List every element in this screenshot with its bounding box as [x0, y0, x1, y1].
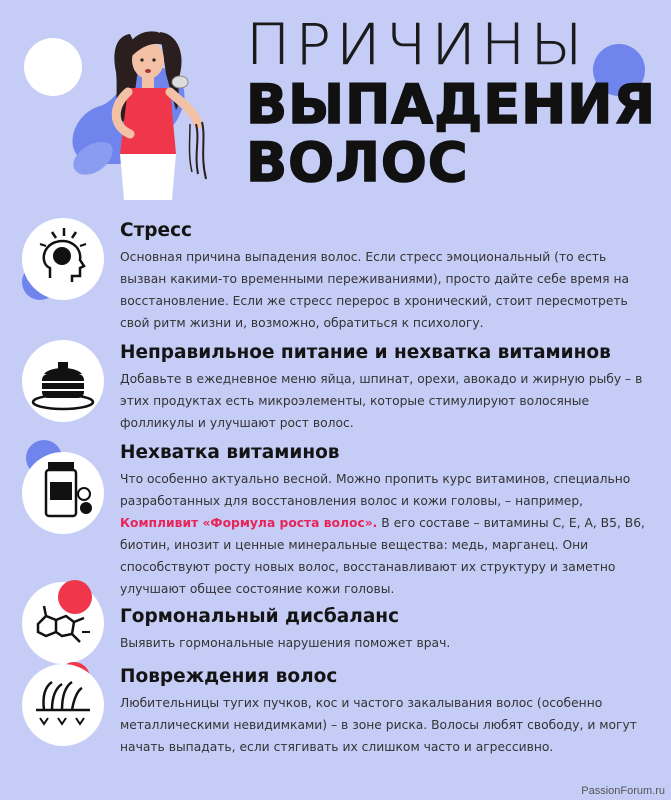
section-content: [120, 220, 655, 334]
vitamins-bottle-icon: [22, 452, 104, 534]
icon-circle: [22, 664, 104, 746]
icon-circle: [22, 218, 104, 300]
section-content: [120, 666, 655, 758]
title-line-1: ПРИЧИНЫ: [246, 13, 588, 78]
watermark: PassionForum.ru: [581, 785, 665, 797]
section-text: Добавьте в ежедневное меню яйца, шпинат, орехи, авокадо и жирную рыбу – в этих продуктах есть микроэлементы, которые стимулируют волосяные фолликулы и улучшают рост волос.: [120, 372, 643, 430]
section-text: Выявить гормональные нарушения поможет врач.: [120, 636, 451, 650]
section-heading: Стресс: [120, 220, 193, 241]
section-content: [120, 442, 655, 600]
title-line-3: ВОЛОС: [246, 131, 469, 194]
section-content: [120, 342, 655, 434]
section-content: [120, 606, 655, 654]
section-text: Основная причина выпадения волос. Если стресс эмоциональный (то есть вызван какими-то временными переживаниями), просто дайте себе время на восстановление. Если же стресс перерос в хронический, стоит пересмотреть свой ритм жизни и, возможно, обратиться к психологу.: [120, 250, 630, 330]
section-text: [120, 468, 655, 600]
section-text-part: В его составе – витамины С, Е, А, В5, В6, биотин, инозит и ценные минеральные вещества: медь, марганец. Они способствуют росту новых волос, восстанавливают их структуру и заметно улучшают общее состояние кожи головы.: [120, 516, 645, 596]
section-heading: Гормональный дисбаланс: [120, 606, 400, 627]
title-line-2: ВЫПАДЕНИЯ: [246, 73, 657, 136]
brain-stress-icon: [22, 218, 104, 300]
section-heading: Нехватка витаминов: [120, 442, 340, 463]
section-heading: Неправильное питание и нехватка витаминов: [120, 342, 611, 363]
section-text: Любительницы тугих пучков, кос и частого закалывания волос (особенно металлическими невидимками) – в зоне риска. Волосы любят свободу, и могут начать выпадать, если стягивать их слишком часто и агрессивно.: [120, 696, 637, 754]
section-text-part: Что особенно актуально весной. Можно пропить курс витаминов, специально разработанных для восстановления волос и кожи головы, – например,: [120, 472, 631, 508]
icon-circle: [22, 452, 104, 534]
product-highlight: Компливит «Формула роста волос».: [120, 516, 378, 530]
section-heading: Повреждения волос: [120, 666, 338, 687]
hair-follicle-icon: [22, 664, 104, 746]
deco-dot-red: [58, 580, 92, 614]
page-title: [246, 13, 657, 194]
woman-hair-loss-illustration: [20, 14, 240, 200]
